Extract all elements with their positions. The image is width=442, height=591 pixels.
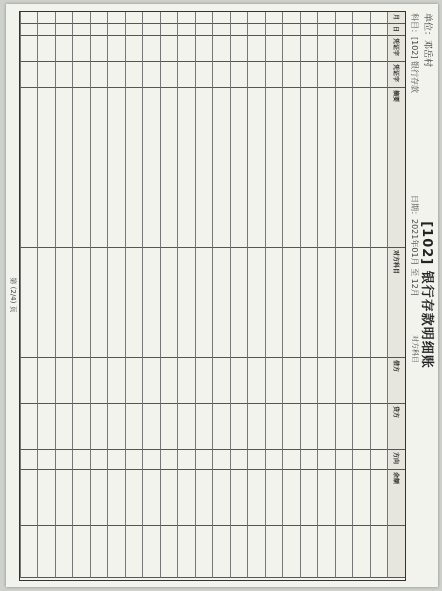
row-20-extra xyxy=(20,526,38,578)
row-1-dir xyxy=(353,450,371,470)
row-9-day xyxy=(213,24,231,36)
row-15-dir xyxy=(108,450,126,470)
row-3-extra xyxy=(318,526,336,578)
row-16-day xyxy=(90,24,108,36)
row-0-balance xyxy=(370,470,388,526)
row-9-voucher xyxy=(213,36,231,62)
row-10-balance xyxy=(195,470,213,526)
row-13-credit xyxy=(143,404,161,450)
row-17-month xyxy=(73,12,91,24)
row-4-opposite xyxy=(300,248,318,358)
row-11-opposite xyxy=(178,248,196,358)
row-15-opposite xyxy=(108,248,126,358)
row-4-day xyxy=(300,24,318,36)
row-6-extra xyxy=(265,526,283,578)
ledger-page xyxy=(6,4,438,587)
row-5-voucher xyxy=(283,36,301,62)
row-18-debit xyxy=(55,358,73,404)
row-7-day xyxy=(248,24,266,36)
row-6-credit xyxy=(265,404,283,450)
row-15-month xyxy=(108,12,126,24)
row-11-month xyxy=(178,12,196,24)
row-0-credit xyxy=(370,404,388,450)
row-16-voucher xyxy=(90,36,108,62)
row-9-debit xyxy=(213,358,231,404)
row-6-voucher-no xyxy=(265,62,283,88)
row-20-voucher xyxy=(20,36,38,62)
row-15-day xyxy=(108,24,126,36)
row-10-dir xyxy=(195,450,213,470)
row-15-voucher xyxy=(108,36,126,62)
row-16-month xyxy=(90,12,108,24)
row-7-balance xyxy=(248,470,266,526)
row-4-summary xyxy=(300,88,318,248)
row-19-voucher xyxy=(38,36,56,62)
row-2-credit xyxy=(335,404,353,450)
row-4-voucher-no xyxy=(300,62,318,88)
row-10-voucher xyxy=(195,36,213,62)
row-5-voucher-no xyxy=(283,62,301,88)
row-19-dir xyxy=(38,450,56,470)
row-10-voucher-no xyxy=(195,62,213,88)
row-17-voucher-no xyxy=(73,62,91,88)
row-19-voucher-no xyxy=(38,62,56,88)
row-18-day xyxy=(55,24,73,36)
row-2-debit xyxy=(335,358,353,404)
row-11-summary xyxy=(178,88,196,248)
row-8-dir xyxy=(230,450,248,470)
row-11-voucher xyxy=(178,36,196,62)
row-14-day xyxy=(125,24,143,36)
row-9-extra xyxy=(213,526,231,578)
row-8-extra xyxy=(230,526,248,578)
row-18-voucher xyxy=(55,36,73,62)
row-3-debit xyxy=(318,358,336,404)
row-4-balance xyxy=(300,470,318,526)
row-2-voucher xyxy=(335,36,353,62)
row-12-balance xyxy=(160,470,178,526)
row-15-balance xyxy=(108,470,126,526)
row-1-balance xyxy=(353,470,371,526)
row-0-extra xyxy=(370,526,388,578)
row-2-day xyxy=(335,24,353,36)
row-11-dir xyxy=(178,450,196,470)
row-19-opposite xyxy=(38,248,56,358)
row-3-balance xyxy=(318,470,336,526)
row-6-month xyxy=(265,12,283,24)
row-4-voucher xyxy=(300,36,318,62)
row-2-extra xyxy=(335,526,353,578)
row-11-voucher-no xyxy=(178,62,196,88)
row-8-credit xyxy=(230,404,248,450)
row-10-day xyxy=(195,24,213,36)
row-6-opposite xyxy=(265,248,283,358)
row-2-summary xyxy=(335,88,353,248)
row-14-dir xyxy=(125,450,143,470)
header-dir: 方向 xyxy=(388,450,406,470)
header-extra xyxy=(388,526,406,578)
row-13-balance xyxy=(143,470,161,526)
row-14-balance xyxy=(125,470,143,526)
row-12-voucher xyxy=(160,36,178,62)
row-18-dir xyxy=(55,450,73,470)
row-5-debit xyxy=(283,358,301,404)
row-19-summary xyxy=(38,88,56,248)
row-11-balance xyxy=(178,470,196,526)
row-4-dir xyxy=(300,450,318,470)
row-17-dir xyxy=(73,450,91,470)
row-19-debit xyxy=(38,358,56,404)
row-15-voucher-no xyxy=(108,62,126,88)
row-15-extra xyxy=(108,526,126,578)
row-4-month xyxy=(300,12,318,24)
row-0-opposite xyxy=(370,248,388,358)
row-2-opposite xyxy=(335,248,353,358)
row-2-voucher-no xyxy=(335,62,353,88)
row-15-summary xyxy=(108,88,126,248)
header-opposite: 对方科目 xyxy=(388,248,406,358)
row-14-summary xyxy=(125,88,143,248)
period-label: 日期：2021年01月 至 12月 xyxy=(410,195,419,297)
row-18-month xyxy=(55,12,73,24)
header-credit: 贷方 xyxy=(388,404,406,450)
row-5-balance xyxy=(283,470,301,526)
row-1-voucher xyxy=(353,36,371,62)
row-1-summary xyxy=(353,88,371,248)
row-16-summary xyxy=(90,88,108,248)
row-1-voucher-no xyxy=(353,62,371,88)
row-17-credit xyxy=(73,404,91,450)
row-10-month xyxy=(195,12,213,24)
row-13-month xyxy=(143,12,161,24)
row-12-dir xyxy=(160,450,178,470)
header-voucher-no: 凭证字 xyxy=(388,62,406,88)
row-14-voucher-no xyxy=(125,62,143,88)
row-7-extra xyxy=(248,526,266,578)
row-12-month xyxy=(160,12,178,24)
row-19-balance xyxy=(38,470,56,526)
row-6-dir xyxy=(265,450,283,470)
row-8-voucher-no xyxy=(230,62,248,88)
row-6-debit xyxy=(265,358,283,404)
row-0-voucher-no xyxy=(370,62,388,88)
row-17-debit xyxy=(73,358,91,404)
row-9-month xyxy=(213,12,231,24)
row-2-month xyxy=(335,12,353,24)
row-7-dir xyxy=(248,450,266,470)
row-11-debit xyxy=(178,358,196,404)
row-19-month xyxy=(38,12,56,24)
row-6-balance xyxy=(265,470,283,526)
row-7-credit xyxy=(248,404,266,450)
row-19-extra xyxy=(38,526,56,578)
row-20-voucher-no xyxy=(20,62,38,88)
row-7-opposite xyxy=(248,248,266,358)
row-16-credit xyxy=(90,404,108,450)
row-20-month xyxy=(20,12,38,24)
row-12-extra xyxy=(160,526,178,578)
row-17-extra xyxy=(73,526,91,578)
row-16-extra xyxy=(90,526,108,578)
row-16-balance xyxy=(90,470,108,526)
row-19-credit xyxy=(38,404,56,450)
row-0-month xyxy=(370,12,388,24)
row-1-credit xyxy=(353,404,371,450)
row-9-credit xyxy=(213,404,231,450)
ledger-table xyxy=(19,11,406,581)
row-1-day xyxy=(353,24,371,36)
row-13-extra xyxy=(143,526,161,578)
opposite-account-heading: 对方科目 xyxy=(411,335,419,363)
header-voucher: 凭证字 xyxy=(388,36,406,62)
row-3-voucher xyxy=(318,36,336,62)
row-16-opposite xyxy=(90,248,108,358)
rotated-page-content xyxy=(8,5,438,585)
row-13-day xyxy=(143,24,161,36)
row-12-day xyxy=(160,24,178,36)
row-14-voucher xyxy=(125,36,143,62)
row-11-extra xyxy=(178,526,196,578)
header-month: 月 xyxy=(388,12,406,24)
row-8-debit xyxy=(230,358,248,404)
header-balance: 余额 xyxy=(388,470,406,526)
row-9-balance xyxy=(213,470,231,526)
row-7-voucher-no xyxy=(248,62,266,88)
row-6-summary xyxy=(265,88,283,248)
row-3-summary xyxy=(318,88,336,248)
row-12-summary xyxy=(160,88,178,248)
row-13-voucher-no xyxy=(143,62,161,88)
row-16-dir xyxy=(90,450,108,470)
row-20-debit xyxy=(20,358,38,404)
row-12-opposite xyxy=(160,248,178,358)
header-day: 日 xyxy=(388,24,406,36)
row-9-voucher-no xyxy=(213,62,231,88)
row-2-dir xyxy=(335,450,353,470)
row-18-voucher-no xyxy=(55,62,73,88)
row-4-debit xyxy=(300,358,318,404)
row-1-opposite xyxy=(353,248,371,358)
row-3-day xyxy=(318,24,336,36)
row-5-day xyxy=(283,24,301,36)
row-18-extra xyxy=(55,526,73,578)
row-10-credit xyxy=(195,404,213,450)
row-9-summary xyxy=(213,88,231,248)
row-10-summary xyxy=(195,88,213,248)
row-12-debit xyxy=(160,358,178,404)
row-15-credit xyxy=(108,404,126,450)
row-18-summary xyxy=(55,88,73,248)
row-20-summary xyxy=(20,88,38,248)
row-4-extra xyxy=(300,526,318,578)
row-20-dir xyxy=(20,450,38,470)
row-6-voucher xyxy=(265,36,283,62)
row-5-dir xyxy=(283,450,301,470)
row-15-debit xyxy=(108,358,126,404)
row-17-balance xyxy=(73,470,91,526)
row-8-summary xyxy=(230,88,248,248)
row-20-credit xyxy=(20,404,38,450)
row-8-opposite xyxy=(230,248,248,358)
row-8-day xyxy=(230,24,248,36)
row-10-extra xyxy=(195,526,213,578)
row-20-balance xyxy=(20,470,38,526)
account-label: 科目：[102] 银行存款 xyxy=(410,13,419,94)
row-14-month xyxy=(125,12,143,24)
row-12-voucher-no xyxy=(160,62,178,88)
row-17-voucher xyxy=(73,36,91,62)
row-7-voucher xyxy=(248,36,266,62)
row-4-credit xyxy=(300,404,318,450)
row-14-debit xyxy=(125,358,143,404)
row-17-opposite xyxy=(73,248,91,358)
row-0-voucher xyxy=(370,36,388,62)
row-0-debit xyxy=(370,358,388,404)
row-2-balance xyxy=(335,470,353,526)
row-14-extra xyxy=(125,526,143,578)
row-13-opposite xyxy=(143,248,161,358)
row-12-credit xyxy=(160,404,178,450)
row-5-summary xyxy=(283,88,301,248)
row-17-day xyxy=(73,24,91,36)
row-11-credit xyxy=(178,404,196,450)
row-7-month xyxy=(248,12,266,24)
row-3-dir xyxy=(318,450,336,470)
row-13-voucher xyxy=(143,36,161,62)
row-18-opposite xyxy=(55,248,73,358)
row-13-debit xyxy=(143,358,161,404)
row-5-credit xyxy=(283,404,301,450)
row-3-credit xyxy=(318,404,336,450)
row-9-opposite xyxy=(213,248,231,358)
row-1-debit xyxy=(353,358,371,404)
row-14-opposite xyxy=(125,248,143,358)
row-18-balance xyxy=(55,470,73,526)
page-title: [102] 银行存款明细账 xyxy=(419,221,434,369)
row-3-month xyxy=(318,12,336,24)
row-18-credit xyxy=(55,404,73,450)
row-20-day xyxy=(20,24,38,36)
row-14-credit xyxy=(125,404,143,450)
header-summary: 摘要 xyxy=(388,88,406,248)
row-11-day xyxy=(178,24,196,36)
row-8-voucher xyxy=(230,36,248,62)
row-8-balance xyxy=(230,470,248,526)
row-3-opposite xyxy=(318,248,336,358)
header-debit: 借方 xyxy=(388,358,406,404)
row-5-opposite xyxy=(283,248,301,358)
row-7-summary xyxy=(248,88,266,248)
row-7-debit xyxy=(248,358,266,404)
row-5-month xyxy=(283,12,301,24)
row-5-extra xyxy=(283,526,301,578)
row-0-day xyxy=(370,24,388,36)
row-1-month xyxy=(353,12,371,24)
row-1-extra xyxy=(353,526,371,578)
row-3-voucher-no xyxy=(318,62,336,88)
row-16-voucher-no xyxy=(90,62,108,88)
page-footer: 第 (2/4) 页 xyxy=(9,277,17,313)
row-17-summary xyxy=(73,88,91,248)
row-6-day xyxy=(265,24,283,36)
row-9-dir xyxy=(213,450,231,470)
row-20-opposite xyxy=(20,248,38,358)
row-13-dir xyxy=(143,450,161,470)
row-0-summary xyxy=(370,88,388,248)
row-10-opposite xyxy=(195,248,213,358)
row-16-debit xyxy=(90,358,108,404)
unit-label: 单位：邓岳村 xyxy=(422,13,432,68)
row-8-month xyxy=(230,12,248,24)
row-19-day xyxy=(38,24,56,36)
row-13-summary xyxy=(143,88,161,248)
row-10-debit xyxy=(195,358,213,404)
row-0-dir xyxy=(370,450,388,470)
